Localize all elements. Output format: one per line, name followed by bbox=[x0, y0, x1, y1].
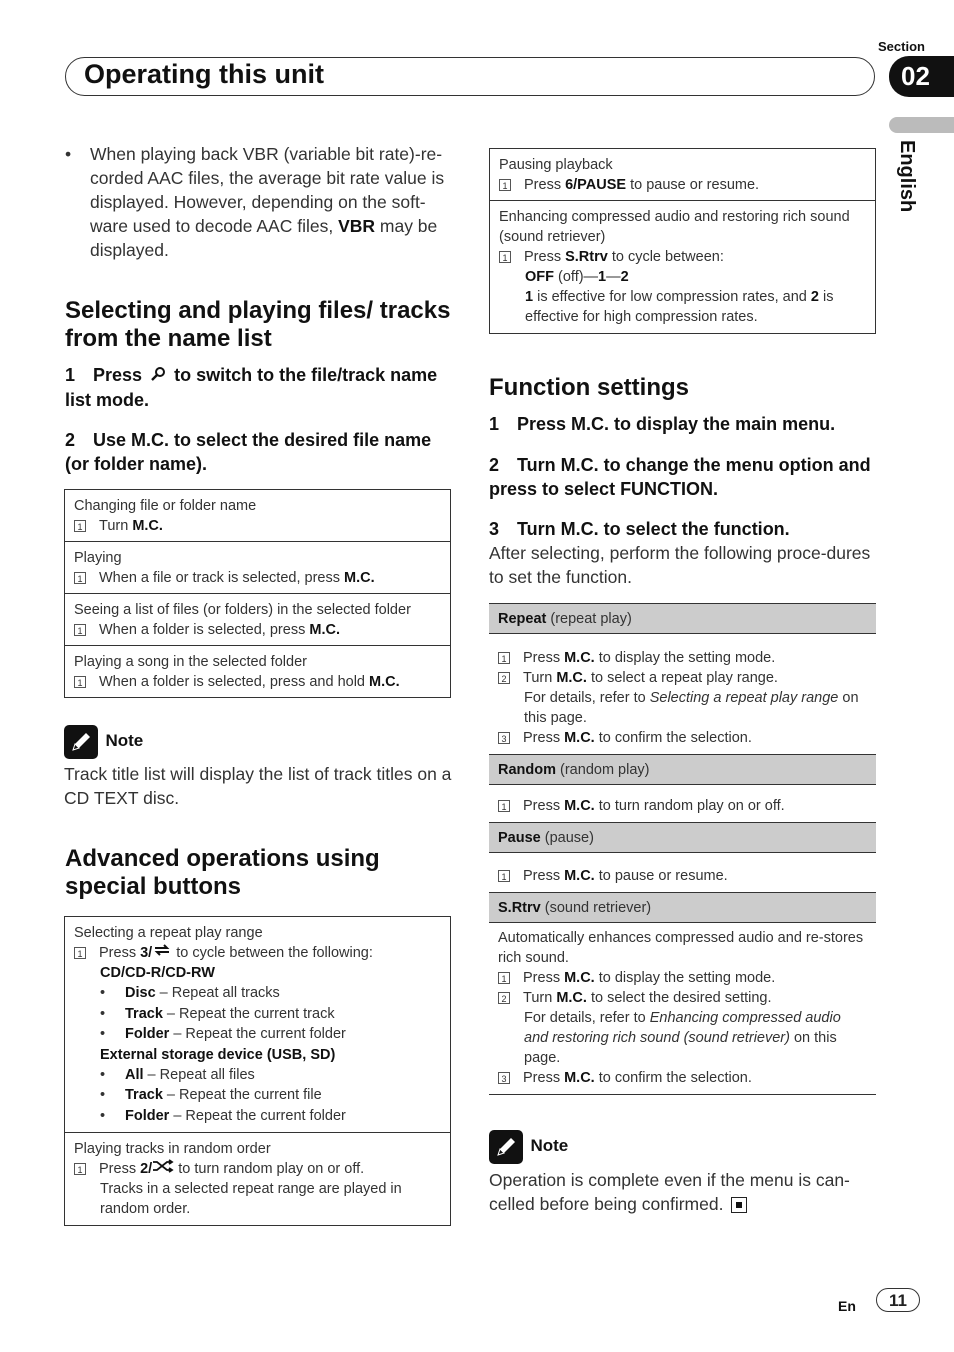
name-list-table bbox=[64, 489, 451, 698]
function-settings-heading: Function settings bbox=[489, 374, 689, 401]
table-row: Playing a song in the selected folder 1 When a folder is selected, press and hold M.C. bbox=[65, 645, 450, 697]
bullet-dot: • bbox=[65, 144, 72, 164]
repeat-body: 1 Press M.C. to display the setting mode. 2 Turn M.C. to select a repeat play range. For details, refer to Selecting a repeat play range on this page. 3 Press M.C. to confirm the selection. bbox=[489, 634, 876, 754]
function-table bbox=[489, 603, 876, 1095]
table-row: Playing 1 When a file or track is selected, press M.C. bbox=[65, 541, 450, 593]
note-pencil-icon bbox=[489, 1130, 523, 1164]
page-title: Operating this unit bbox=[84, 59, 324, 89]
name-list-step-2: 2 Use M.C. to select the desired file name (or folder name). bbox=[65, 430, 432, 474]
vbr-bullet bbox=[65, 142, 455, 262]
footer-language: En bbox=[838, 1298, 856, 1314]
note-1-heading: Note bbox=[64, 725, 143, 759]
random-order-row: Playing tracks in random order 1 Press 2/ to turn random play on or off. Tracks in a selected repeat range are played in random order. bbox=[65, 1132, 450, 1225]
function-step-3: 3 Turn M.C. to select the function. bbox=[489, 519, 790, 539]
name-list-heading: Selecting and playing files/ tracks from the name list bbox=[65, 297, 451, 352]
table-row: Seeing a list of files (or folders) in the selected folder 1 When a folder is selected, press M.C. bbox=[65, 593, 450, 645]
list-item: • Track – Repeat the current file bbox=[100, 1087, 322, 1104]
search-icon bbox=[150, 364, 166, 388]
function-step-1: 1 Press M.C. to display the main menu. bbox=[489, 414, 836, 434]
srtrv-header: S.Rtrv (sound retriever) bbox=[489, 892, 876, 923]
random-header: Random (random play) bbox=[489, 754, 876, 785]
repeat-icon bbox=[152, 943, 172, 963]
list-item: • Disc – Repeat all tracks bbox=[100, 985, 280, 1002]
playback-table bbox=[489, 148, 876, 334]
advanced-heading: Advanced operations using special buttons bbox=[65, 845, 380, 900]
note-1-text: Track title list will display the list of track titles on a CD TEXT disc. bbox=[64, 764, 452, 808]
pause-header: Pause (pause) bbox=[489, 822, 876, 853]
section-label: Section bbox=[878, 39, 925, 54]
note-2-text: Operation is complete even if the menu is can-celled before being confirmed. bbox=[489, 1170, 850, 1214]
pause-row: Pausing playback 1 Press 6/PAUSE to pause or resume. bbox=[499, 157, 760, 193]
repeat-header: Repeat (repeat play) bbox=[489, 603, 876, 634]
random-body: 1 Press M.C. to turn random play on or off. bbox=[489, 785, 876, 822]
end-mark-icon bbox=[731, 1197, 747, 1213]
page-number: 11 bbox=[876, 1288, 920, 1312]
repeat-range-row: Selecting a repeat play range 1 Press 3/ to cycle between the following: CD/CD-R/CD-RW • Disc – Repeat all tracks • Track – Repeat the current track • Folder – Repeat the current folder External storage device (USB, SD) • All – Repeat all files • Track – Repeat the current file • Folder – Repeat the current folder bbox=[65, 917, 450, 1132]
advanced-table bbox=[64, 916, 451, 1226]
list-item: • Folder – Repeat the current folder bbox=[100, 1026, 346, 1043]
name-list-step-1: 1 Press to switch to the file/track name list mode. bbox=[65, 365, 438, 411]
language-label: English bbox=[896, 140, 918, 213]
list-item: • All – Repeat all files bbox=[100, 1066, 255, 1083]
sound-retriever-row: Enhancing compressed audio and restoring rich sound (sound retriever) 1 Press S.Rtrv to cycle between: OFF (off)—1—2 1 is effective for low compression rates, and 2 is effective for high compression rates. bbox=[490, 200, 875, 333]
note-pencil-icon bbox=[64, 725, 98, 759]
pause-body: 1 Press M.C. to pause or resume. bbox=[489, 853, 876, 892]
after-selecting-text: After selecting, perform the following proce-dures to set the function. bbox=[489, 543, 871, 587]
list-item: • Folder – Repeat the current folder bbox=[100, 1107, 346, 1124]
language-tab bbox=[889, 117, 954, 133]
list-item: • Track – Repeat the current track bbox=[100, 1005, 335, 1022]
table-row: Changing file or folder name 1 Turn M.C. bbox=[74, 498, 257, 534]
srtrv-body: Automatically enhances compressed audio and re-stores rich sound. 1 Press M.C. to display the setting mode. 2 Turn M.C. to select the desired setting. For details, refer to Enhancing compressed audio and restoring rich sound (sound retriever) on this page. 3 Press M.C. to confirm the selection. bbox=[498, 930, 864, 1086]
vbr-bullet-text: When playing back VBR (variable bit rate)-re-corded AAC files, the average bit rate value is displayed. However, depending on the soft-ware used to decode AAC files, VBR may be displayed. bbox=[90, 144, 445, 260]
section-number-badge: 02 bbox=[889, 56, 954, 97]
note-2-heading: Note bbox=[489, 1130, 568, 1164]
function-step-2: 2 Turn M.C. to change the menu option and press to select FUNCTION. bbox=[489, 455, 871, 499]
shuffle-icon bbox=[152, 1159, 174, 1179]
